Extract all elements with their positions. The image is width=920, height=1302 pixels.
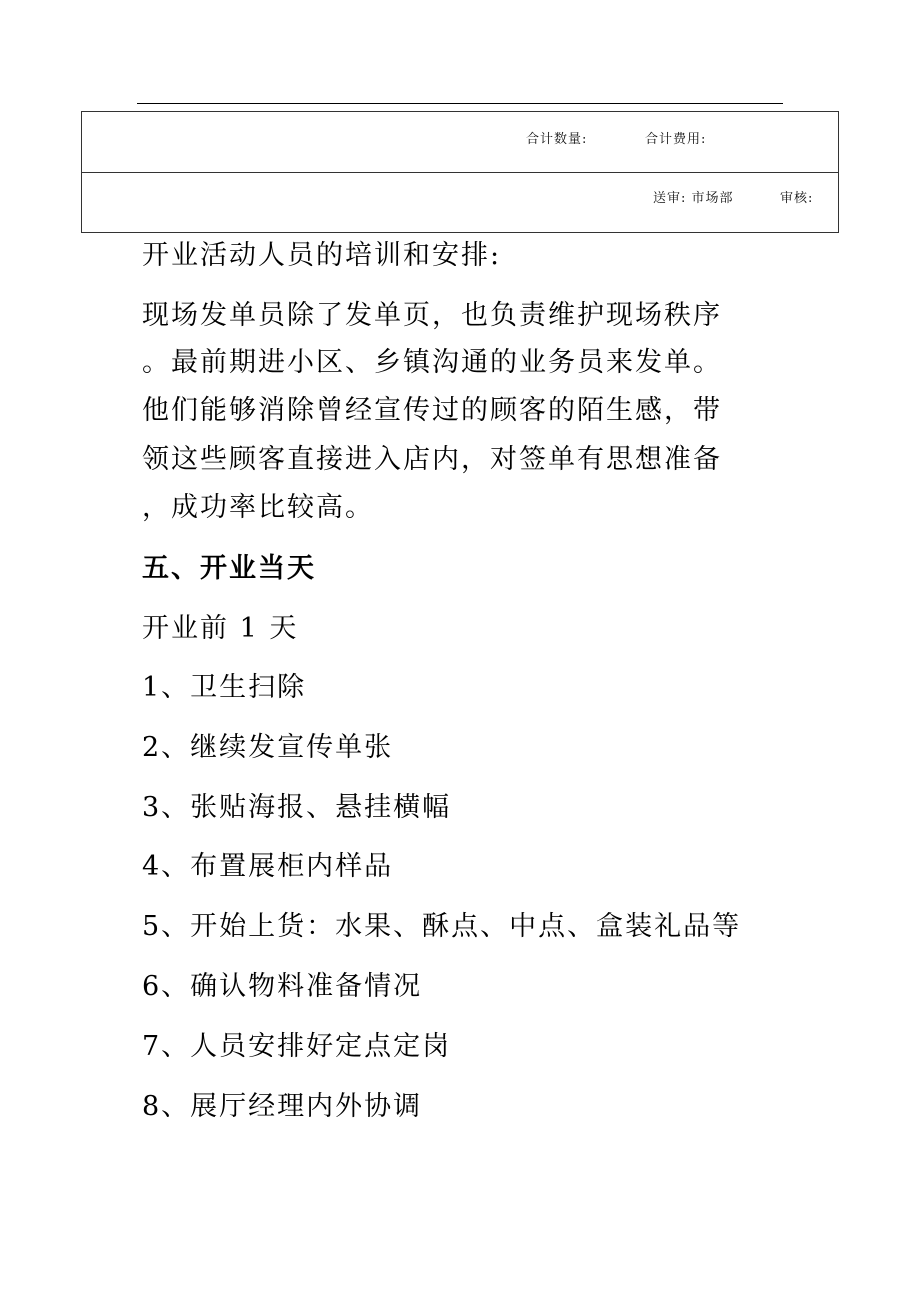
staff-paragraph-line: ，成功率比较高。	[142, 492, 374, 523]
staff-paragraph-line: 领这些顾客直接进入店内，对签单有思想准备	[142, 444, 722, 475]
list-item: 2、继续发宣传单张	[142, 732, 394, 763]
summary-row-totals	[82, 112, 838, 173]
submit-to-label: 送审: 市场部	[653, 191, 734, 206]
summary-table	[81, 111, 839, 233]
list-item: 3、张贴海报、悬挂横幅	[142, 792, 452, 823]
header-rule	[137, 103, 783, 104]
staff-paragraph-line: 现场发单员除了发单页，也负责维护现场秩序	[142, 300, 722, 331]
total-cost-label: 合计费用:	[645, 132, 707, 147]
list-item: 7、人员安排好定点定岗	[142, 1031, 452, 1062]
list-item: 6、确认物料准备情况	[142, 971, 423, 1002]
section-heading: 五、开业当天	[142, 553, 316, 584]
section-subheading: 开业前 1 天	[142, 613, 299, 644]
review-label: 审核:	[780, 191, 814, 206]
total-quantity-label: 合计数量:	[526, 132, 588, 147]
list-item: 8、展厅经理内外协调	[142, 1091, 423, 1122]
list-item: 4、布置展柜内样品	[142, 851, 394, 882]
staff-paragraph-line: 他们能够消除曾经宣传过的顾客的陌生感，带	[142, 395, 722, 426]
list-item: 1、卫生扫除	[142, 672, 307, 703]
staff-section-title: 开业活动人员的培训和安排:	[142, 240, 502, 271]
list-item: 5、开始上货：水果、酥点、中点、盒装礼品等	[142, 911, 742, 942]
summary-row-approval	[82, 173, 838, 234]
staff-paragraph-line: 。最前期进小区、乡镇沟通的业务员来发单。	[142, 347, 722, 378]
